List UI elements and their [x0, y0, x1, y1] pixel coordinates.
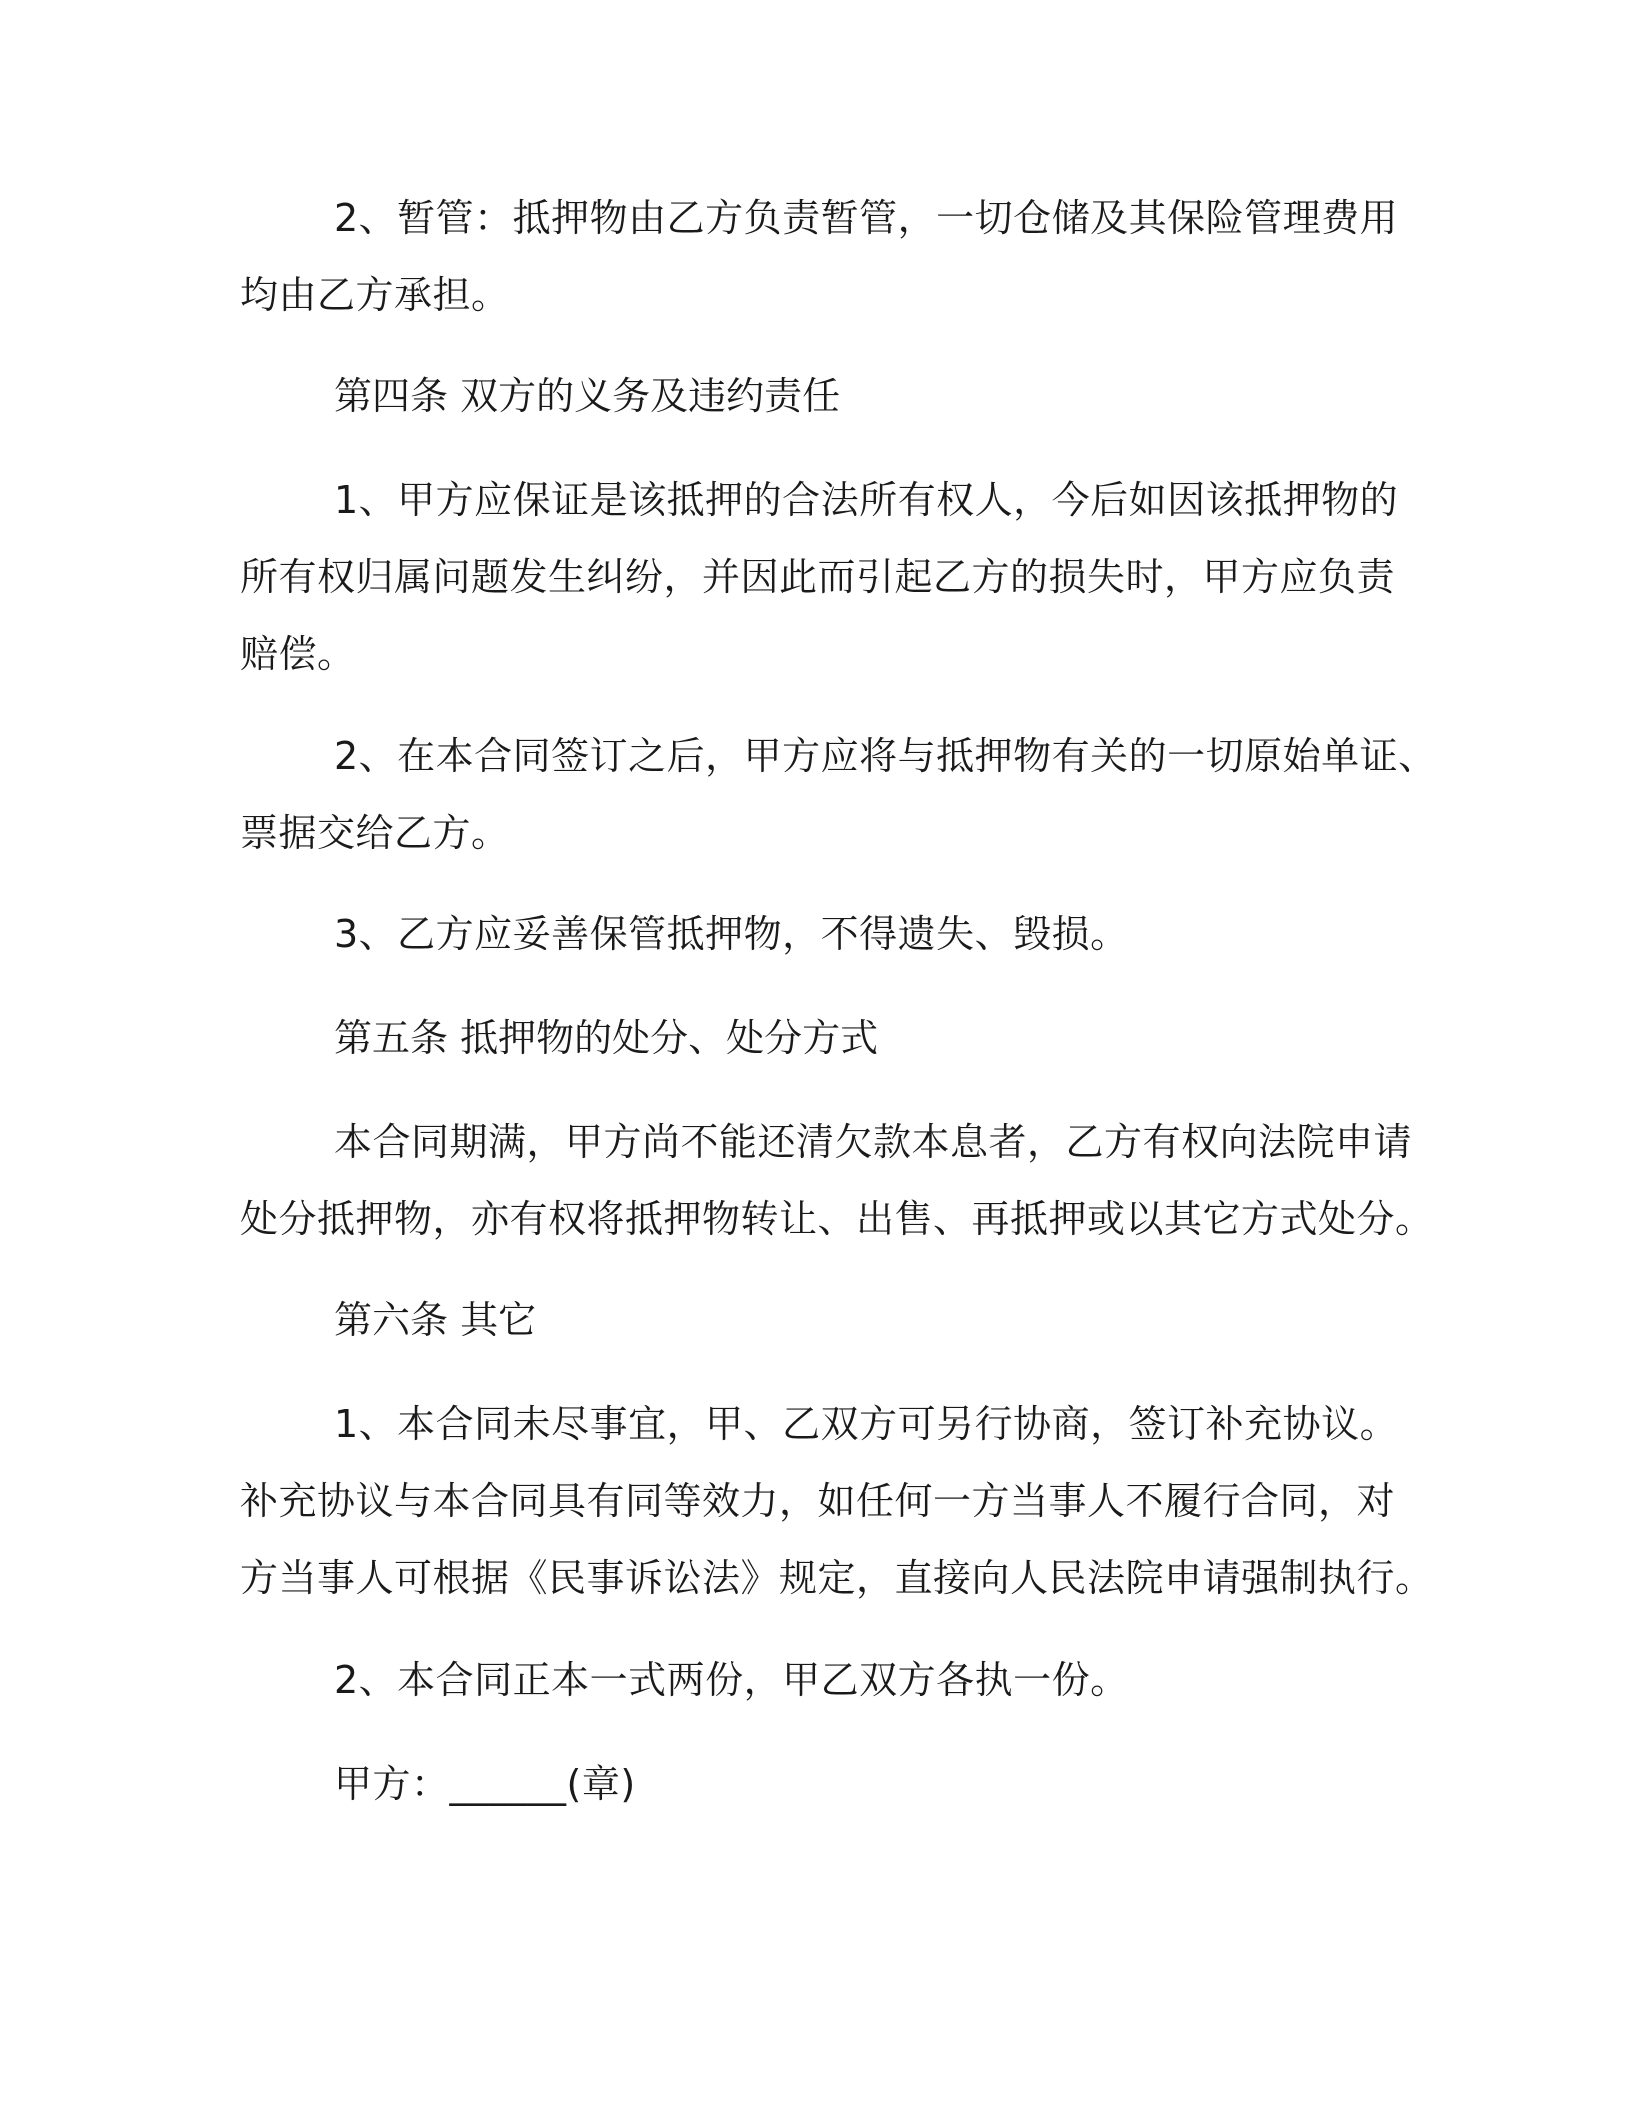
paragraph-safekeeping	[240, 896, 1385, 973]
paragraph-supplementary-agreement	[240, 1386, 1434, 1617]
paragraph-line: 均由乙方承担。	[240, 273, 510, 317]
paragraph-line: 3、乙方应妥善保管抵押物，不得遗失、毁损。	[334, 912, 1129, 956]
paragraph-line: 补充协议与本合同具有同等效力，如任何一方当事人不履行合同，对	[240, 1479, 1396, 1523]
party-a-signature-line	[240, 1746, 1385, 1823]
paragraph-line: 2、在本合同签订之后，甲方应将与抵押物有关的一切原始单证、	[334, 734, 1437, 778]
paragraph-disposal	[240, 1104, 1434, 1258]
paragraph-ownership-guarantee	[240, 462, 1399, 693]
article-four-heading: 第四条 双方的义务及违约责任	[334, 374, 841, 418]
paragraph-line: 票据交给乙方。	[240, 811, 510, 855]
paragraph-line: 1、本合同未尽事宜，甲、乙双方可另行协商，签订补充协议。	[334, 1402, 1399, 1446]
paragraph-line: 2、本合同正本一式两份，甲乙双方各执一份。	[334, 1658, 1129, 1702]
paragraph-line: 本合同期满，甲方尚不能还清欠款本息者，乙方有权向法院申请	[334, 1120, 1413, 1164]
paragraph-documents-handover	[240, 718, 1437, 872]
paragraph-line: 方当事人可根据《民事诉讼法》规定，直接向人民法院申请强制执行。	[240, 1556, 1434, 1600]
paragraph-line: 1、甲方应保证是该抵押的合法所有权人，今后如因该抵押物的	[334, 478, 1399, 522]
article-five-heading: 第五条 抵押物的处分、处分方式	[334, 1016, 879, 1060]
paragraph-line: 赔偿。	[240, 632, 356, 676]
paragraph-copies	[240, 1642, 1385, 1719]
paragraph-line: 甲方：______(章)	[334, 1762, 636, 1806]
paragraph-line: 所有权归属问题发生纠纷，并因此而引起乙方的损失时，甲方应负责	[240, 555, 1396, 599]
paragraph-line: 2、暂管：抵押物由乙方负责暂管，一切仓储及其保险管理费用	[334, 196, 1399, 240]
paragraph-line: 处分抵押物，亦有权将抵押物转让、出售、再抵押或以其它方式处分。	[240, 1197, 1434, 1241]
article-six-heading: 第六条 其它	[334, 1298, 537, 1342]
paragraph-custody	[240, 180, 1399, 334]
